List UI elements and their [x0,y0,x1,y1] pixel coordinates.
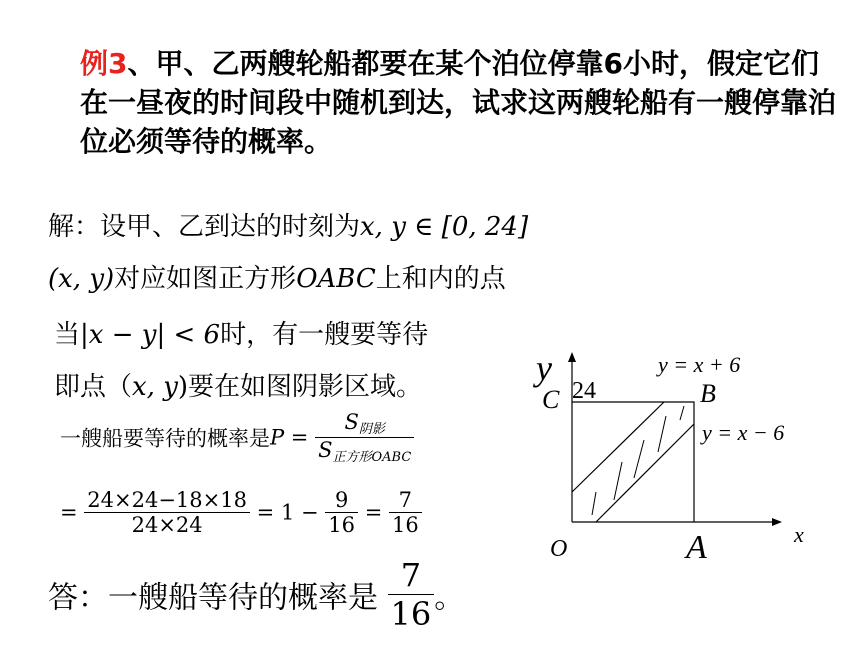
square-region-figure [520,340,850,580]
lower-line-equation: y = x − 6 [702,420,785,445]
shaded-area: $S_{阴影}$ [315,410,414,438]
computation-numerator: 24×24−18×18 [84,488,250,513]
equals-sign: = [60,500,78,525]
region-suffix: )要在如图阴影区域。 [177,372,423,402]
square-text-b: 上和内的点 [375,264,506,294]
answer-end: 。 [434,580,465,616]
solution-line-1 [48,206,528,243]
computation-fraction [84,488,250,537]
condition-suffix: 时，有一艘要等待 [220,320,429,350]
area-ratio-fraction [315,410,414,465]
formula-lhs: P = [270,425,309,450]
frac3-den: 16 [328,513,355,537]
square-text-a: 对应如图正方形 [114,264,297,294]
solution-line-3 [54,314,428,351]
square-oabc [572,402,694,522]
y-axis-label: y [536,348,552,388]
domain-expression: x, y ∈ [0, 24] [360,212,529,242]
example-tag: 例3 [80,47,128,80]
probability-computation [60,488,422,537]
square-area: $S_{正方形OABC}$ [318,438,412,465]
upper-line-equation: y = x + 6 [658,352,741,377]
line-upper [572,402,664,492]
result-fraction [389,488,422,537]
one-minus: = 1 − [256,500,319,525]
frac3-num: 9 [325,488,358,513]
solution-line-4 [54,366,422,403]
nine-sixteenths [325,488,358,537]
origin-label: O [550,536,568,562]
line-lower [596,424,694,522]
y-axis-arrow [568,352,576,362]
shaded-hatching [592,406,684,515]
region-point: x, y [132,372,178,402]
solution-intro: 解：设甲、乙到达的时刻为 [48,212,361,242]
point-c-label: C [542,385,560,414]
answer-den: 16 [390,595,432,633]
point-a-label: A [686,529,707,566]
x-axis-label: x [794,522,804,547]
x-axis-arrow [772,518,782,526]
problem-statement [80,44,840,161]
answer-line [48,556,464,633]
answer-text: 答：一艘船等待的概率是 [48,580,378,616]
solution-line-2 [48,258,506,295]
square-name: OABC [296,264,376,294]
equals-sign-2: = [364,500,383,525]
point-b-label: B [700,379,716,408]
tick-24-label: 24 [572,378,596,404]
condition-prefix: 当 [54,320,81,350]
answer-fraction [388,556,435,633]
computation-denominator: 24×24 [131,513,203,537]
condition-expression: |x − y| < 6 [80,320,221,350]
answer-num: 7 [388,556,435,595]
frac4-num: 7 [389,488,422,513]
problem-text: 、甲、乙两艘轮船都要在某个泊位停靠6小时，假定它们在一昼夜的时间段中随机到达，试求这两艘轮船有一艘停靠泊位必须等待的概率。 [80,47,837,158]
formula-intro: 一艘船要等待的概率是 [60,426,270,451]
frac4-den: 16 [391,513,419,537]
probability-formula [60,410,414,465]
point-expression: (x, y) [48,264,115,294]
region-prefix: 即点（ [54,372,133,402]
